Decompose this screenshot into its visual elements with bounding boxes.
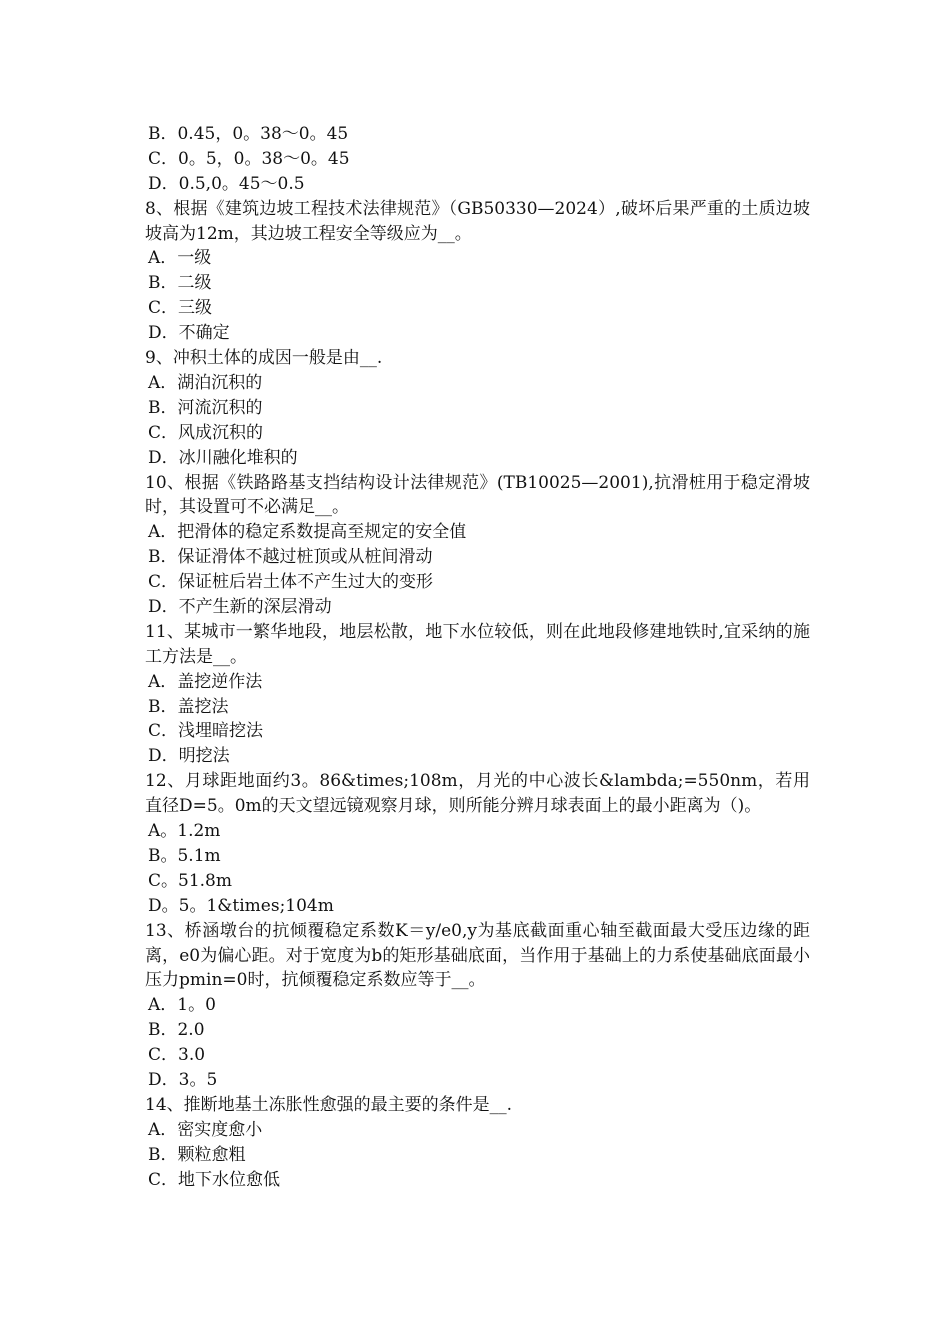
question-text: 10、根据《铁路路基支挡结构设计法律规范》(TB10025—2001),抗滑桩用于稳定滑坡时，其设置可不必满足__。 [145,472,810,518]
question-text: 12、月球距地面约3。86&times;108m，月光的中心波长&lambda;=550nm，若用直径D=5。0m的天文望远镜观察月球，则所能分辨月球表面上的最小距离为（)。 [145,771,810,817]
lead-options [145,122,810,197]
option-line: B．颗粒愈粗 [148,1144,246,1165]
question-text: 13、桥涵墩台的抗倾覆稳定系数K＝y/e0,y为基底截面重心轴至截面最大受压边缘的距离，e0为偏心距。对于宽度为b的矩形基础底面，当作用于基础上的力系使基础底面最小压力pmin=0时，抗倾覆稳定系数应等于__。 [145,920,810,991]
option-line: C．3.0 [148,1045,206,1066]
option-line: B．0.45，0。38～0。45 [148,124,349,144]
option-line: A．密实度愈小 [148,1119,263,1140]
option-line: D．不产生新的深层滑动 [148,597,332,617]
option-line: D．3。5 [148,1070,218,1091]
question-11 [145,620,810,769]
document-page [145,122,810,1193]
question-8 [145,197,810,346]
option-line: C．地下水位愈低 [148,1169,281,1190]
option-line: B．保证滑体不越过桩顶或从桩间滑动 [148,547,433,568]
option-line: C．三级 [148,298,213,319]
option-line: D．冰川融化堆积的 [148,447,298,468]
option-line: B．二级 [148,273,212,294]
question-14 [145,1093,810,1193]
question-13 [145,919,810,1093]
option-line: B。5.1m [148,845,221,866]
option-line: C．风成沉积的 [148,422,264,443]
option-line: C。51.8m [148,870,232,891]
question-text: 9、冲积土体的成因一般是由__. [145,348,383,369]
option-line: A．把滑体的稳定系数提高至规定的安全值 [148,522,467,543]
option-line: C．0。5，0。38～0。45 [148,148,350,169]
question-text: 11、某城市一繁华地段，地层松散，地下水位较低，则在此地段修建地铁时,宜采纳的施工方法是__。 [145,621,810,667]
question-10 [145,471,810,620]
option-line: B．2.0 [148,1020,205,1041]
question-12 [145,769,810,918]
option-line: A。1.2m [148,821,221,842]
question-9 [145,346,810,470]
option-line: B．盖挖法 [148,696,229,717]
option-line: B．河流沉积的 [148,397,263,418]
option-line: A．1。0 [148,995,216,1016]
option-line: D。5。1&times;104m [148,895,334,916]
question-text: 8、根据《建筑边坡工程技术法律规范》（GB50330—2024）,破坏后果严重的土质边坡坡高为12m，其边坡工程安全等级应为__。 [145,198,810,244]
option-line: A．湖泊沉积的 [148,372,263,393]
option-line: D．0.5,0。45～0.5 [148,173,305,194]
option-line: C．浅埋暗挖法 [148,721,264,742]
option-line: C．保证桩后岩土体不产生过大的变形 [148,572,434,593]
option-line: D．明挖法 [148,746,230,767]
option-line: D．不确定 [148,323,230,344]
option-line: A．一级 [148,248,212,269]
question-text: 14、推断地基土冻胀性愈强的最主要的条件是__. [145,1094,513,1115]
option-line: A．盖挖逆作法 [148,671,263,692]
